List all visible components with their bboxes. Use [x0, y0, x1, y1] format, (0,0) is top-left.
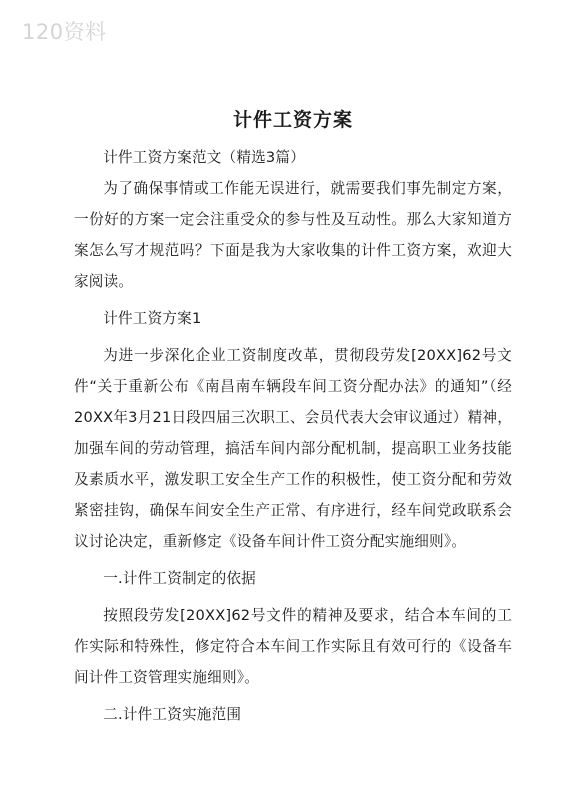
paragraph-intro: 为了确保事情或工作能无误进行，就需要我们事先制定方案，一份好的方案一定会注重受众的参与性及互动性。那么大家知道方案怎么写才规范吗？下面是我为大家收集的计件工资方案，欢迎大家阅读。 [74, 180, 512, 290]
paragraph-plan-1-body: 为进一步深化企业工资制度改革，贯彻段劳发[20XX]62号文件“关于重新公布《南昌南车辆段车间工资分配办法》的通知”（经20XX年3月21日段四届三次职工、会员代表大会审议通过）精神，加强车间的劳动管理，搞活车间内部分配机制，提高职工业务技能及素质水平，激发职工安全生产工作的积极性，使工资分配和劳效紧密挂钩，确保车间安全生产正常、有序进行，经车间党政联系会议讨论决定，重新修定《设备车间计件工资分配实施细则》。 [74, 347, 512, 550]
paragraph-subtitle: 计件工资方案范文（精选3篇） [103, 149, 305, 166]
section-heading-scope: 二.计件工资实施范围 [103, 706, 242, 723]
watermark: 120资料 [22, 20, 107, 44]
paragraph-basis-body: 按照段劳发[20XX]62号文件的精神及要求，结合本车间的工作实际和特殊性，修定符合本车间工作实际且有效可行的《设备车间计件工资管理实施细则》。 [74, 607, 512, 686]
document-title: 计件工资方案 [232, 109, 353, 131]
section-heading-plan-1: 计件工资方案1 [103, 310, 202, 327]
section-heading-basis: 一.计件工资制定的依据 [103, 570, 256, 587]
document-page [74, 102, 512, 730]
